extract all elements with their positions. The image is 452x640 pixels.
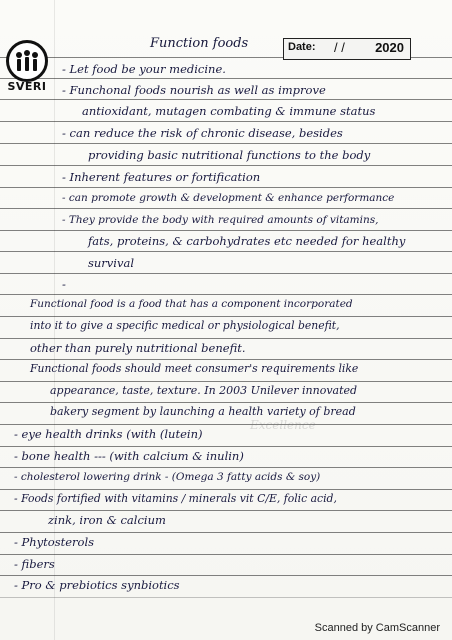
ruled-line <box>0 99 452 100</box>
date-box <box>283 38 411 60</box>
ruled-line <box>0 424 452 425</box>
note-line: other than purely nutritional benefit. <box>30 341 246 355</box>
ruled-line <box>0 294 452 295</box>
ruled-line <box>0 446 452 447</box>
note-line: - <box>62 277 66 291</box>
ruled-line <box>0 187 452 188</box>
note-line: providing basic nutritional functions to the body <box>88 148 371 162</box>
ruled-line <box>0 273 452 274</box>
page-topic: Function foods <box>150 36 249 51</box>
ruled-line <box>0 251 452 252</box>
ruled-line <box>0 467 452 468</box>
note-line: zink, iron & calcium <box>48 513 166 527</box>
note-line: - bone health --- (with calcium & inulin) <box>14 449 244 463</box>
note-line: - can promote growth & development & enhance performance <box>62 192 395 204</box>
note-line: Functional foods should meet consumer's requirements like <box>30 362 359 375</box>
note-line: - Pro & prebiotics synbiotics <box>14 578 180 592</box>
ruled-line <box>0 381 452 382</box>
ruled-line <box>0 532 452 533</box>
ruled-line <box>0 402 452 403</box>
scanner-credit: Scanned by CamScanner <box>314 622 440 634</box>
note-line: - fibers <box>14 557 55 571</box>
note-line: antioxidant, mutagen combating & immune status <box>82 104 376 118</box>
note-line: appearance, taste, texture. In 2003 Unilever innovated <box>50 384 358 397</box>
college-logo <box>2 40 52 98</box>
note-line: - Let food be your medicine. <box>62 62 226 76</box>
ruled-line <box>0 359 452 360</box>
ruled-line <box>0 208 452 209</box>
ruled-line <box>0 575 452 576</box>
note-line: - can reduce the risk of chronic disease, besides <box>62 126 343 140</box>
note-line: - Inherent features or fortification <box>62 170 261 184</box>
logo-emblem-icon <box>6 40 48 82</box>
ruled-line <box>0 489 452 490</box>
ruled-line <box>0 510 452 511</box>
note-line: - cholesterol lowering drink - (Omega 3 fatty acids & soy) <box>14 471 321 483</box>
note-line: - Phytosterols <box>14 535 95 549</box>
ruled-line <box>0 78 452 79</box>
ruled-line <box>0 554 452 555</box>
watermark-text: Excellence <box>250 418 316 432</box>
note-line: - eye health drinks (with (lutein) <box>14 427 203 441</box>
ruled-line <box>0 165 452 166</box>
note-line: - Funchonal foods nourish as well as improve <box>62 83 326 97</box>
note-line: - They provide the body with required amounts of vitamins, <box>62 214 379 226</box>
ruled-line <box>0 121 452 122</box>
ruled-line <box>0 316 452 317</box>
note-line: fats, proteins, & carbohydrates etc needed for healthy <box>88 234 406 248</box>
note-line: survival <box>88 256 135 270</box>
note-line: bakery segment by launching a health variety of bread <box>50 405 356 418</box>
ruled-line <box>0 338 452 339</box>
note-line: into it to give a specific medical or physiological benefit, <box>30 319 340 332</box>
ruled-line <box>0 143 452 144</box>
date-year: 2020 <box>375 40 404 55</box>
ruled-line <box>0 230 452 231</box>
logo-text: SVERI <box>7 80 47 93</box>
date-label: Date: <box>288 41 316 53</box>
note-line: - Foods fortified with vitamins / minerals vit C/E, folic acid, <box>14 492 337 505</box>
ruled-line <box>0 597 452 598</box>
date-value: / / <box>334 40 345 55</box>
note-line: Functional food is a food that has a component incorporated <box>30 298 353 310</box>
